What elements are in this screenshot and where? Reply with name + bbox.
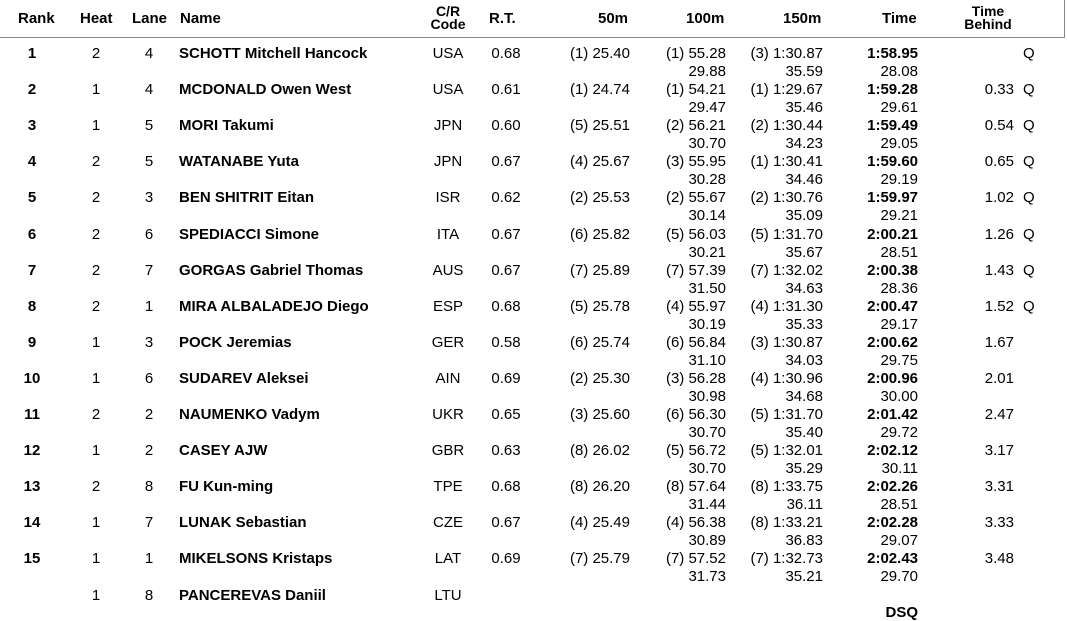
split-150m: (8) 1:33.21 [750,514,823,532]
lap-100m: 30.21 [688,243,726,261]
country-code: JPN [433,153,463,171]
final-time: 2:02.43 [867,550,918,568]
heat: 1 [91,514,101,532]
final-time: 2:00.96 [867,369,918,387]
lap-150m: 35.21 [785,568,823,586]
table-row [0,37,1064,80]
table-row [0,145,1064,189]
split-100m: (3) 55.95 [665,153,726,171]
qualified-mark: Q [1023,261,1035,279]
rank: 10 [23,369,41,387]
table-row [0,470,1064,514]
reaction-time: 0.67 [491,261,521,279]
country-code: GER [431,333,465,351]
lap-100m: 31.10 [688,351,726,369]
lap-200m: 29.21 [880,207,918,225]
time-behind: 1.02 [984,189,1014,207]
qualified-mark: Q [1023,117,1035,135]
heat: 1 [91,550,101,568]
lane: 4 [144,81,154,99]
time-behind: 0.33 [984,81,1014,99]
table-row [0,109,1064,153]
lap-100m: 29.88 [688,63,726,80]
split-100m: (7) 57.39 [665,261,726,279]
time-behind: 2.01 [984,369,1014,387]
heat: 2 [91,225,101,243]
country-code: ITA [436,225,460,243]
rank: 15 [23,550,41,568]
final-time: DSQ [885,603,918,621]
split-100m: (6) 56.84 [665,333,726,351]
lane: 3 [144,189,154,207]
time-behind: 3.48 [984,550,1014,568]
time-behind: 3.31 [984,478,1014,496]
table-row [0,362,1064,405]
lap-100m: 31.44 [688,496,726,514]
lap-100m: 30.98 [688,387,726,405]
lane: 1 [144,297,154,315]
qualified-mark: Q [1023,153,1035,171]
heat: 1 [91,117,101,135]
lap-100m: 30.14 [688,207,726,225]
final-time: 1:59.28 [867,81,918,99]
table-row [0,73,1064,117]
split-150m: (1) 1:30.41 [750,153,823,171]
final-time: 1:59.97 [867,189,918,207]
table-row [0,434,1064,478]
country-code: ESP [432,297,463,315]
swimmer-name: PANCEREVAS Daniil [179,586,326,604]
split-100m: (5) 56.03 [665,225,726,243]
split-100m: (8) 57.64 [665,478,726,496]
time-behind: 0.54 [984,117,1014,135]
split-100m: (5) 56.72 [665,442,726,460]
qualified-mark: Q [1023,45,1035,62]
split-50m: (7) 25.89 [569,261,630,279]
lap-100m: 30.70 [688,424,726,441]
lap-200m: 29.07 [880,532,918,550]
split-150m: (5) 1:31.70 [750,225,823,243]
table-row [0,579,1064,621]
lane: 7 [144,261,154,279]
swimmer-name: FU Kun-ming [179,478,274,496]
heat: 2 [91,297,101,315]
split-50m: (5) 25.51 [569,117,630,135]
lap-200m: 28.51 [880,243,918,261]
split-100m: (4) 55.97 [665,297,726,315]
country-code: UKR [432,406,464,423]
lap-150m: 35.67 [785,243,823,261]
lane: 7 [144,514,154,532]
split-150m: (3) 1:30.87 [750,45,823,62]
lane: 6 [144,225,154,243]
qualified-mark: Q [1023,225,1035,243]
rank: 7 [27,261,37,279]
split-150m: (8) 1:33.75 [750,478,823,496]
time-behind: 1.52 [984,297,1014,315]
swimmer-name: LUNAK Sebastian [179,514,307,532]
header-100m: 100m [686,10,725,27]
split-150m: (3) 1:30.87 [750,333,823,351]
split-50m: (4) 25.49 [569,514,630,532]
table-header [0,0,1065,38]
country-code: TPE [433,478,463,496]
swimmer-name: MIKELSONS Kristaps [179,550,333,568]
lap-150m: 34.23 [785,135,823,153]
lap-150m: 34.46 [785,171,823,189]
time-behind: 0.65 [984,153,1014,171]
header-reaction-time: R.T. [489,10,516,27]
lap-150m: 34.63 [785,279,823,297]
time-behind: 2.47 [984,406,1014,423]
lap-200m: 30.11 [881,460,918,478]
final-time: 1:59.49 [867,117,918,135]
table-row [0,326,1064,369]
lap-200m: 28.08 [880,63,918,80]
header-150m: 150m [783,10,822,27]
table-row [0,542,1064,586]
lap-200m: 29.19 [880,171,918,189]
reaction-time: 0.65 [491,406,521,423]
lap-150m: 35.46 [785,99,823,117]
split-50m: (8) 26.02 [569,442,630,460]
lap-100m: 29.47 [688,99,726,117]
reaction-time: 0.67 [491,514,521,532]
table-row [0,398,1064,441]
split-50m: (1) 24.74 [569,81,630,99]
heat: 2 [91,261,101,279]
swimmer-name: MCDONALD Owen West [179,81,352,99]
header-lane: Lane [132,10,168,27]
header-code: C/R Code [430,3,466,32]
lane: 1 [144,550,154,568]
lap-200m: 28.36 [880,279,918,297]
lap-100m: 30.28 [688,171,726,189]
country-code: LTU [434,586,462,604]
split-150m: (5) 1:31.70 [750,406,823,423]
lap-200m: 29.61 [880,99,918,117]
split-50m: (6) 25.74 [569,333,630,351]
lap-150m: 35.33 [785,315,823,333]
lap-100m: 30.70 [688,135,726,153]
lap-150m: 36.83 [785,532,823,550]
swimmer-name: POCK Jeremias [179,333,292,351]
lap-150m: 35.40 [785,424,823,441]
rank: 1 [27,45,37,62]
heat: 1 [91,333,101,351]
swimmer-name: MIRA ALBALADEJO Diego [179,297,369,315]
lap-150m: 35.09 [785,207,823,225]
reaction-time: 0.67 [491,225,521,243]
split-100m: (1) 54.21 [665,81,726,99]
split-100m: (3) 56.28 [665,369,726,387]
rank: 2 [27,81,37,99]
lane: 3 [144,333,154,351]
rank: 3 [27,117,37,135]
split-100m: (7) 57.52 [665,550,726,568]
split-100m: (4) 56.38 [665,514,726,532]
split-50m: (2) 25.30 [569,369,630,387]
lane: 4 [144,45,154,62]
swimmer-name: GORGAS Gabriel Thomas [179,261,364,279]
reaction-time: 0.61 [491,81,521,99]
country-code: GBR [431,442,465,460]
split-50m: (6) 25.82 [569,225,630,243]
time-behind: 1.43 [984,261,1014,279]
table-row [0,218,1064,261]
qualified-mark: Q [1023,297,1035,315]
country-code: USA [432,81,464,99]
table-row [0,254,1064,297]
table-row [0,290,1064,333]
lap-150m: 36.11 [786,496,823,514]
lane: 8 [144,478,154,496]
final-time: 2:01.42 [867,406,918,423]
split-100m: (2) 56.21 [665,117,726,135]
final-time: 2:02.26 [867,478,918,496]
reaction-time: 0.58 [491,333,521,351]
split-150m: (1) 1:29.67 [750,81,823,99]
heat: 2 [91,189,101,207]
split-50m: (3) 25.60 [569,406,630,423]
split-150m: (4) 1:30.96 [750,369,823,387]
country-code: ISR [435,189,461,207]
split-150m: (2) 1:30.44 [750,117,823,135]
time-behind: 1.67 [984,333,1014,351]
table-row [0,506,1064,550]
split-100m: (2) 55.67 [665,189,726,207]
lap-100m: 30.19 [688,315,726,333]
final-time: 2:00.21 [867,225,918,243]
time-behind: 1.26 [984,225,1014,243]
lap-150m: 34.03 [785,351,823,369]
final-time: 2:02.12 [867,442,918,460]
lap-150m: 35.59 [785,63,823,80]
heat: 2 [91,406,101,423]
split-100m: (6) 56.30 [665,406,726,423]
split-150m: (5) 1:32.01 [750,442,823,460]
lap-200m: 29.17 [880,315,918,333]
qualified-mark: Q [1023,81,1035,99]
heat: 1 [91,442,101,460]
header-time-behind: Time Behind [964,3,1012,32]
header-50m: 50m [598,10,629,27]
reaction-time: 0.62 [491,189,521,207]
lap-100m: 31.50 [688,279,726,297]
lap-200m: 29.05 [880,135,918,153]
rank: 5 [27,189,37,207]
split-50m: (7) 25.79 [569,550,630,568]
header-time: Time [882,10,917,27]
heat: 1 [91,586,101,604]
header-heat: Heat [80,10,113,27]
split-50m: (2) 25.53 [569,189,630,207]
rank: 8 [27,297,37,315]
lap-200m: 29.72 [880,424,918,441]
final-time: 2:00.62 [867,333,918,351]
split-50m: (1) 25.40 [569,45,630,62]
heat: 2 [91,153,101,171]
lap-200m: 29.70 [880,568,918,586]
lap-200m: 29.75 [880,351,918,369]
country-code: LAT [434,550,462,568]
country-code: JPN [433,117,463,135]
rank: 13 [23,478,41,496]
reaction-time: 0.60 [491,117,521,135]
final-time: 1:59.60 [867,153,918,171]
time-behind: 3.17 [984,442,1014,460]
rank: 12 [23,442,41,460]
swimmer-name: SCHOTT Mitchell Hancock [179,45,368,62]
final-time: 2:00.47 [867,297,918,315]
lane: 5 [144,117,154,135]
swimmer-name: MORI Takumi [179,117,274,135]
rank: 6 [27,225,37,243]
country-code: AUS [432,261,464,279]
heat: 2 [91,478,101,496]
lane: 5 [144,153,154,171]
lap-100m: 30.70 [688,460,726,478]
reaction-time: 0.69 [491,369,521,387]
lap-150m: 35.29 [785,460,823,478]
split-150m: (4) 1:31.30 [750,297,823,315]
header-rank: Rank [18,10,55,27]
split-100m: (1) 55.28 [665,45,726,62]
swimmer-name: SUDAREV Aleksei [179,369,309,387]
split-50m: (8) 26.20 [569,478,630,496]
heat: 1 [91,81,101,99]
lap-100m: 30.89 [688,532,726,550]
reaction-time: 0.63 [491,442,521,460]
rank: 11 [24,406,40,423]
split-50m: (4) 25.67 [569,153,630,171]
reaction-time: 0.68 [491,297,521,315]
rank: 14 [23,514,41,532]
split-150m: (7) 1:32.73 [750,550,823,568]
final-time: 1:58.95 [867,45,918,62]
lane: 6 [144,369,154,387]
split-50m: (5) 25.78 [569,297,630,315]
header-name: Name [180,10,221,27]
heat: 2 [91,45,101,62]
rank: 4 [27,153,37,171]
split-150m: (2) 1:30.76 [750,189,823,207]
reaction-time: 0.67 [491,153,521,171]
swimmer-name: SPEDIACCI Simone [179,225,320,243]
country-code: CZE [433,514,463,532]
lap-200m: 30.00 [880,387,918,405]
swimmer-name: WATANABE Yuta [179,153,300,171]
swimmer-name: NAUMENKO Vadym [179,406,320,423]
split-150m: (7) 1:32.02 [750,261,823,279]
lane: 8 [144,586,154,604]
lane: 2 [144,406,154,423]
table-row [0,181,1064,225]
reaction-time: 0.68 [491,45,521,62]
lap-100m: 31.73 [688,568,726,586]
lap-200m: 28.51 [880,496,918,514]
lane: 2 [144,442,154,460]
reaction-time: 0.68 [491,478,521,496]
country-code: USA [432,45,464,62]
final-time: 2:00.38 [867,261,918,279]
swimmer-name: CASEY AJW [179,442,268,460]
heat: 1 [91,369,101,387]
country-code: AIN [435,369,461,387]
lap-150m: 34.68 [785,387,823,405]
qualified-mark: Q [1023,189,1035,207]
time-behind: 3.33 [984,514,1014,532]
final-time: 2:02.28 [867,514,918,532]
rank: 9 [27,333,37,351]
swimmer-name: BEN SHITRIT Eitan [179,189,315,207]
reaction-time: 0.69 [491,550,521,568]
